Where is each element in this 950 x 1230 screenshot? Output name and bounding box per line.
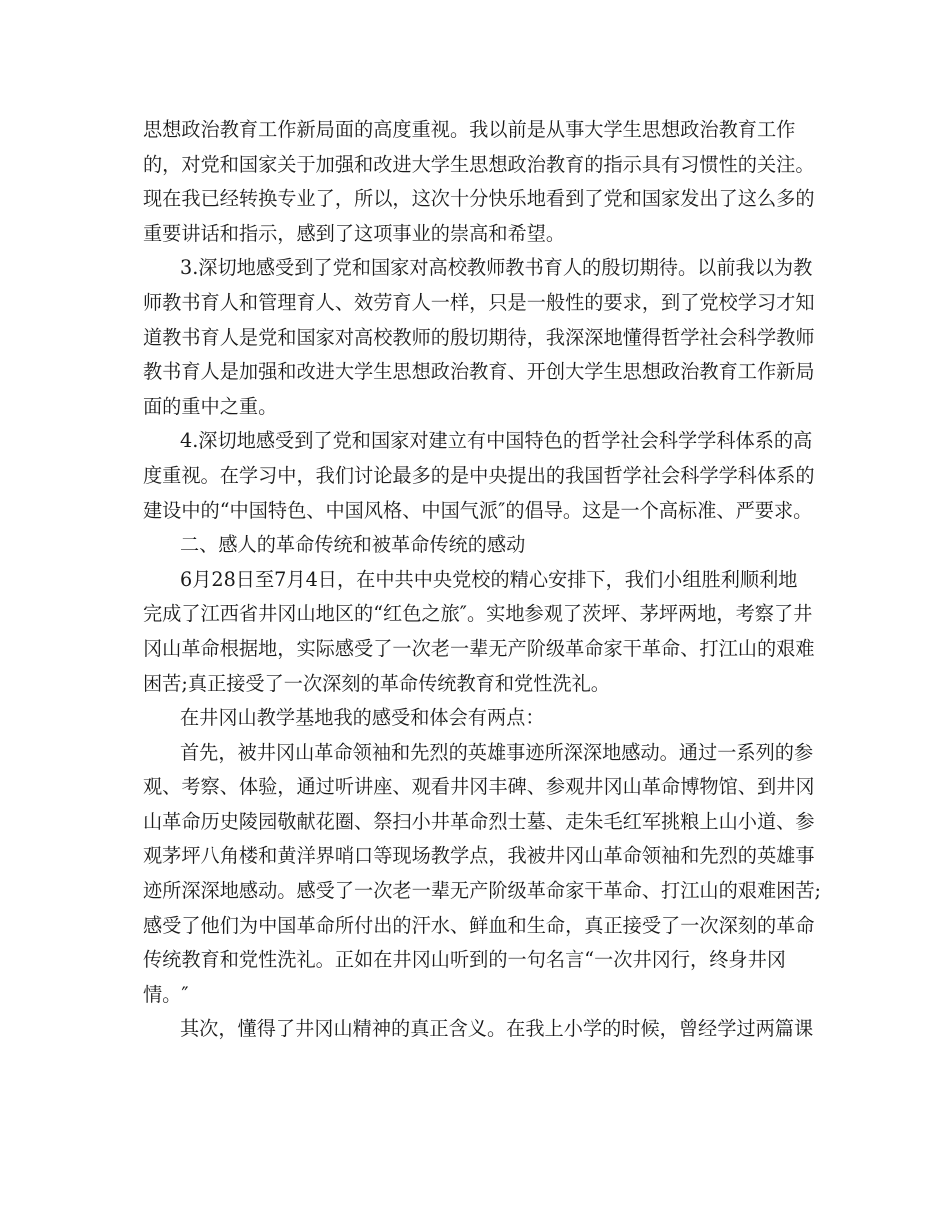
text-line-3: 现在我已经转换专业了，所以，这次十分快乐地看到了党和国家发出了这么多的	[143, 187, 815, 211]
text-line-16: 冈山革命根据地，实际感受了一次老一辈无产阶级革命家干革命、打江山的艰难	[143, 636, 815, 660]
section-heading: 二、感人的革命传统和被革命传统的感动	[180, 533, 526, 557]
text-line-20: 观、考察、体验，通过听讲座、观看井冈丰碑、参观井冈山革命博物馆、到井冈	[143, 775, 815, 799]
text-line-27: 其次，懂得了井冈山精神的真正含义。在我上小学的时候，曾经学过两篇课	[180, 1017, 814, 1041]
text-line-1: 思想政治教育工作新局面的高度重视。我以前是从事大学生思想政治教育工作	[143, 118, 796, 141]
text-line-25: 传统教育和党性洗礼。正如在井冈山听到的一句名言“一次井冈行，终身井冈	[143, 948, 786, 972]
text-line-15: 完成了江西省井冈山地区的“红色之旅″。实地参观了茨坪、茅坪两地，考察了井	[143, 602, 813, 626]
text-line-7: 道教书育人是党和国家对高校教师的殷切期待，我深深地懂得哲学社会科学教师	[143, 325, 815, 349]
text-line-9: 面的重中之重。	[143, 394, 278, 418]
text-line-26: 情。″	[143, 982, 189, 1006]
text-line-24: 感受了他们为中国革命所付出的汗水、鲜血和生命，真正接受了一次深刻的革命	[143, 913, 815, 937]
text-line-4: 重要讲话和指示，感到了这项事业的崇高和希望。	[143, 221, 566, 245]
document-body	[143, 113, 822, 1047]
text-line-2: 的，对党和国家关于加强和改进大学生思想政治教育的指示具有习惯性的关注。	[143, 152, 815, 176]
text-line-23: 迹所深深地感动。感受了一次老一辈无产阶级革命家干革命、打江山的艰难困苦;	[143, 879, 822, 903]
text-line-12: 建设中的“中国特色、中国风格、中国气派″的倡导。这是一个高标准、严要求。	[143, 498, 813, 522]
text-line-10: 4.深切地感受到了党和国家对建立有中国特色的哲学社会科学学科体系的高	[180, 429, 813, 453]
text-line-19: 首先，被井冈山革命领袖和先烈的英雄事迹所深深地感动。通过一系列的参	[180, 740, 814, 764]
text-line-17: 困苦;真正接受了一次深刻的革命传统教育和党性洗礼。	[143, 671, 610, 695]
text-line-8: 教书育人是加强和改进大学生思想政治教育、开创大学生思想政治教育工作新局	[143, 360, 815, 384]
text-line-5: 3.深切地感受到了党和国家对高校教师教书育人的殷切期待。以前我以为教	[180, 256, 813, 280]
text-line-18: 在井冈山教学基地我的感受和体会有两点：	[180, 706, 545, 730]
text-line-21: 山革命历史陵园敬献花圈、祭扫小井革命烈士墓、走朱毛红军挑粮上山小道、参	[143, 809, 815, 833]
text-line-6: 师教书育人和管理育人、效劳育人一样，只是一般性的要求，到了党校学习才知	[143, 290, 815, 314]
text-line-11: 度重视。在学习中，我们讨论最多的是中央提出的我国哲学社会科学学科体系的	[143, 463, 815, 487]
text-line-22: 观茅坪八角楼和黄洋界哨口等现场教学点，我被井冈山革命领袖和先烈的英雄事	[143, 844, 815, 868]
text-line-14: 6月28日至7月4日，在中共中央党校的精心安排下，我们小组胜利顺利地	[180, 567, 798, 591]
